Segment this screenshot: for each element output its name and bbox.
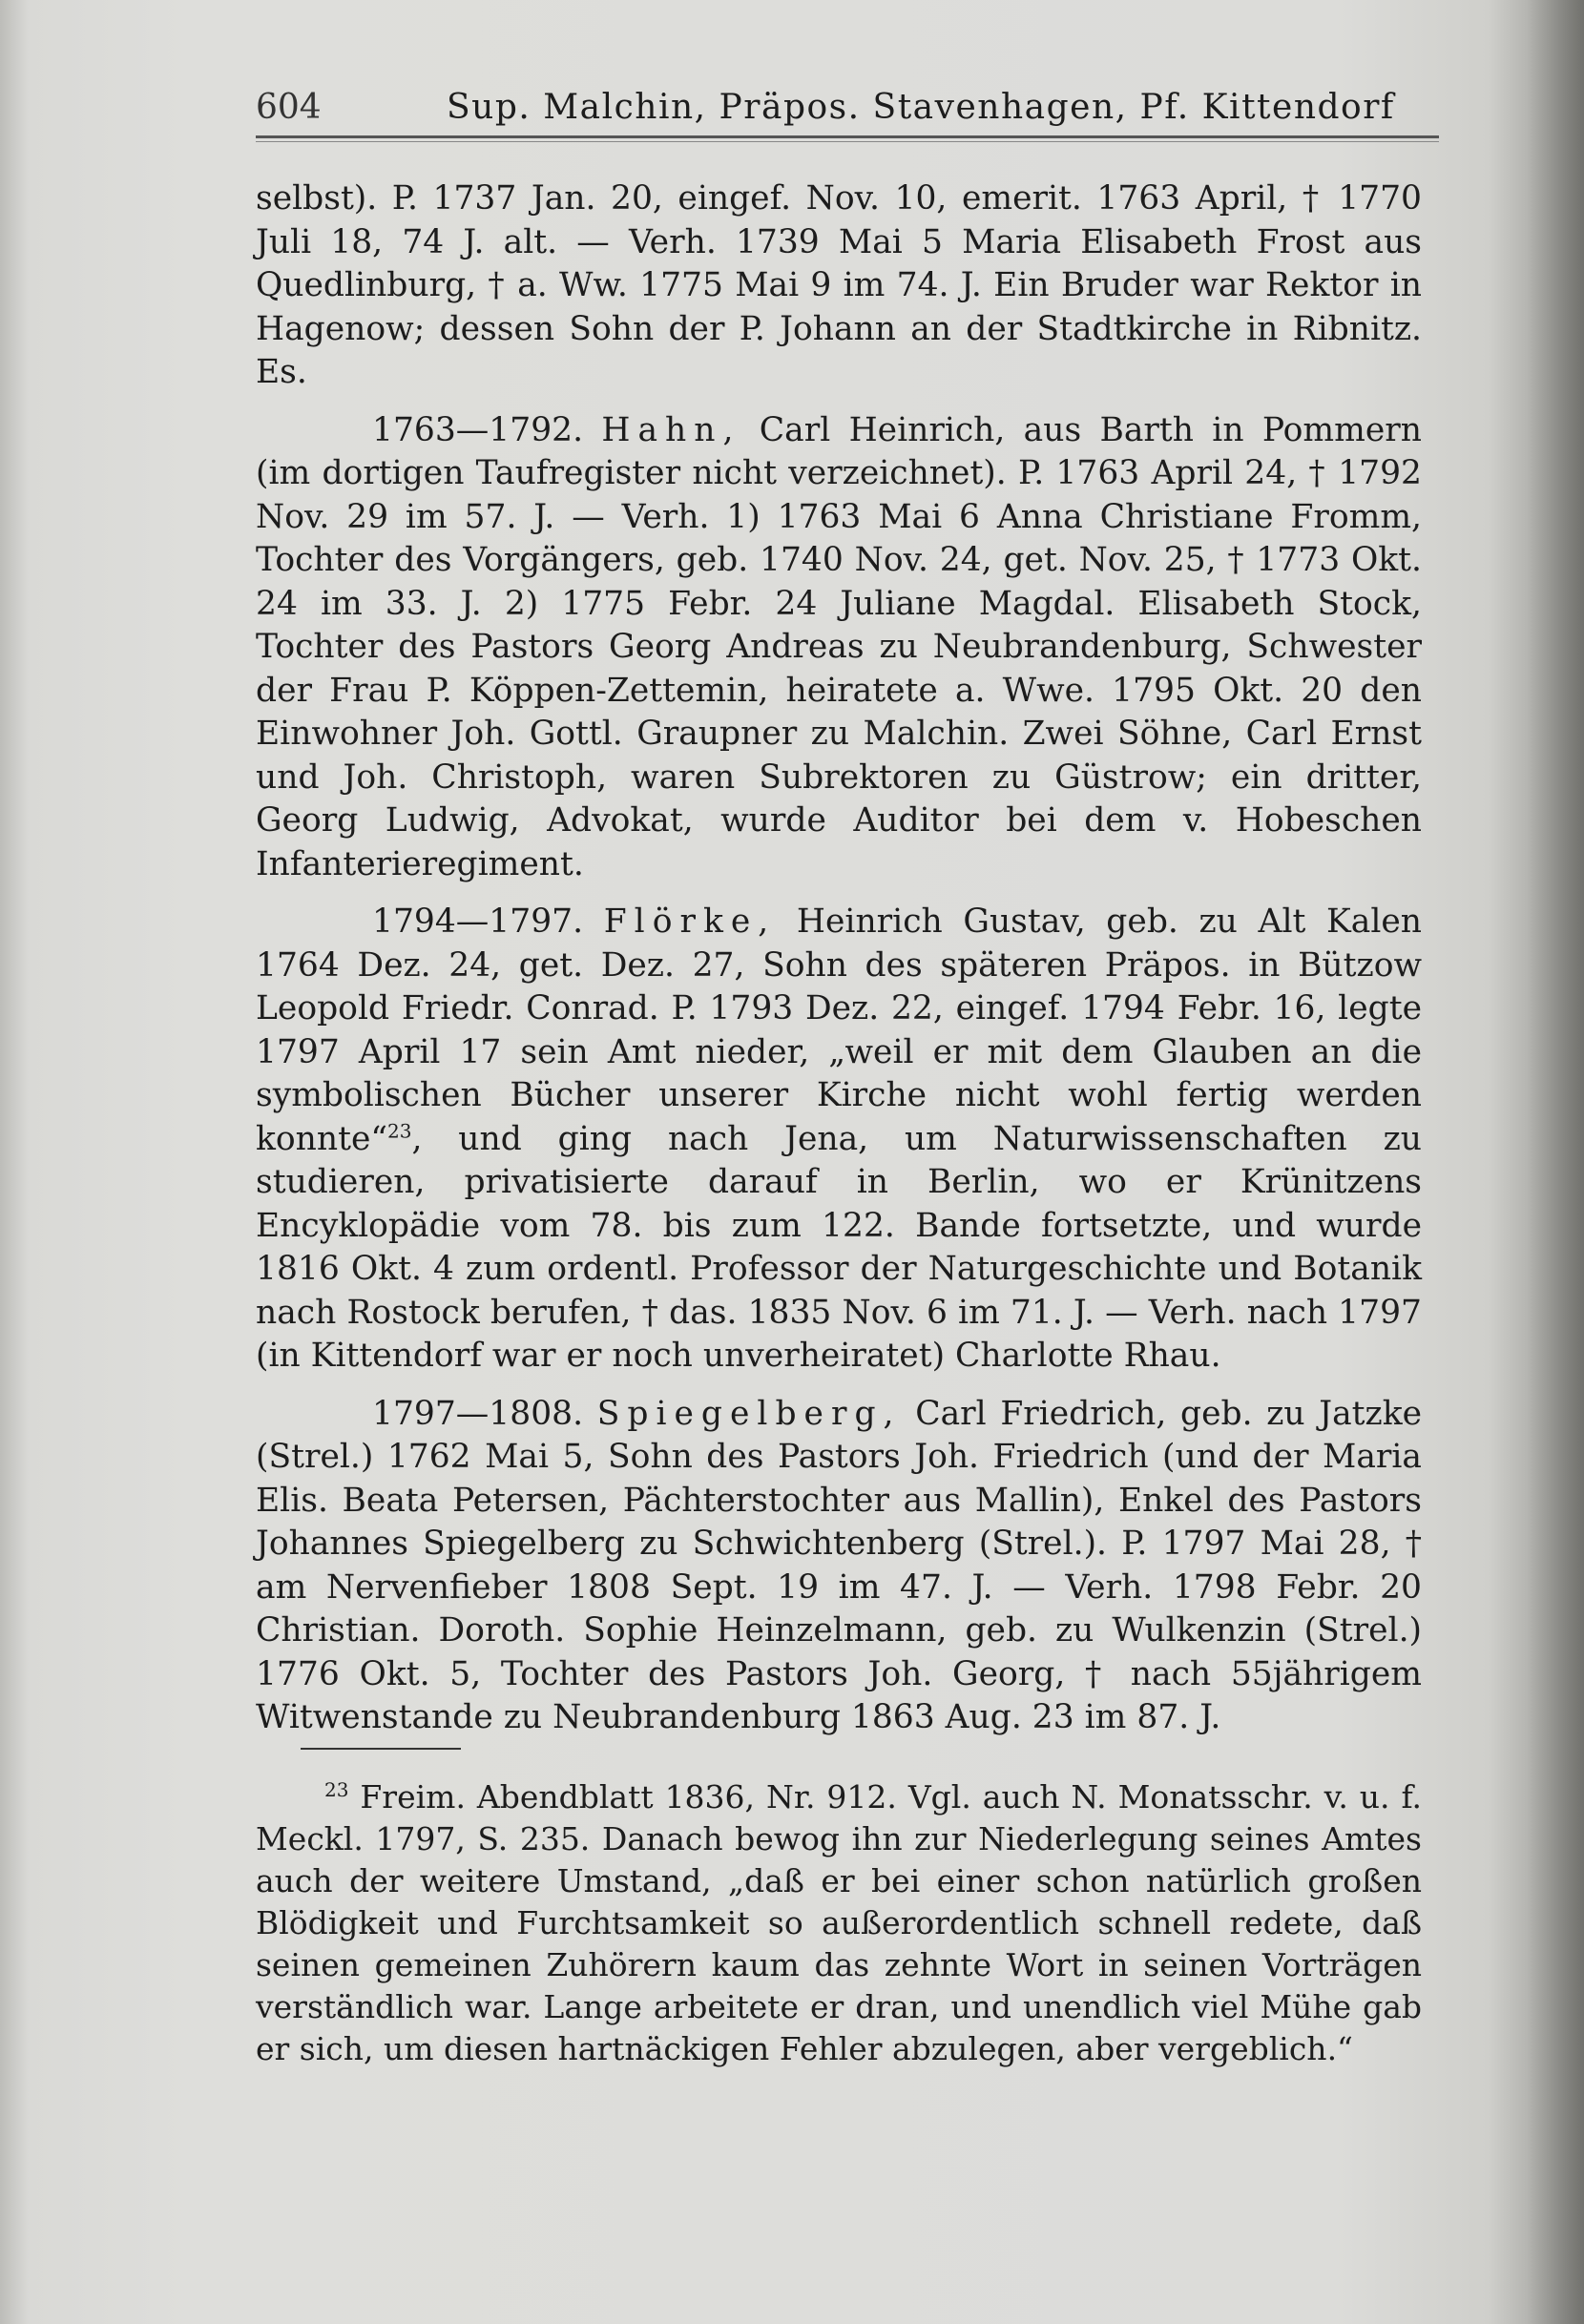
- entry-name: Spiegelberg,: [596, 1394, 902, 1433]
- running-head: Sup. Malchin, Präpos. Stavenhagen, Pf. Kittendorf: [447, 88, 1395, 127]
- entry-text-continued: , und ging nach Jena, um Naturwissenschaften zu studieren, privatisierte darauf in Berlin, wo er Krünitzens Encyklopädie vom 78. bis zum 122. Bande fortsetzte, und wurde 1816 Okt. 4 zum ordentl. Professor der Naturgeschichte und Botanik nach Rostock berufen, † das. 1835 Nov. 6 im 71. J. — Verh. nach 1797 (in Kittendorf war er noch unverheiratet) Charlotte Rhau.: [256, 1119, 1422, 1375]
- page-header: [256, 88, 1395, 130]
- entry-spiegelberg: [256, 1393, 1422, 1740]
- main-text: [256, 177, 1422, 1740]
- page-number: 604: [256, 88, 322, 127]
- footnote-reference[interactable]: 23: [387, 1119, 412, 1142]
- footnote-separator: [301, 1748, 461, 1750]
- entry-hahn: [256, 409, 1422, 887]
- footnote-number: 23: [324, 1778, 349, 1801]
- footnote-paragraph: [256, 1776, 1422, 2070]
- entry-floerke: [256, 901, 1422, 1379]
- header-rule: [256, 135, 1439, 138]
- entry-name: Hahn,: [601, 410, 741, 449]
- entry-years: 1797—1808.: [372, 1394, 584, 1433]
- entry-text: Heinrich Gustav, geb. zu Alt Kalen 1764 Dez. 24, get. Dez. 27, Sohn des späteren Präpos. in Bützow Leopold Friedr. Conrad. P. 1793 Dez. 22, eingef. 1794 Febr. 16, legte 1797 April 17 sein Amt nieder, „weil er mit dem Glauben an die symbolischen Bücher unserer Kirche nicht wohl fertig werden konnte“: [256, 903, 1423, 1158]
- entry-text: Carl Friedrich, geb. zu Jatzke (Strel.) 1762 Mai 5, Sohn des Pastors Joh. Friedrich (und der Maria Elis. Beata Petersen, Pächterstochter aus Mallin), Enkel des Pastors Johannes Spiegelberg zu Schwichtenberg (Strel.). P. 1797 Mai 28, † am Nervenfieber 1808 Sept. 19 im 47. J. — Verh. 1798 Febr. 20 Christian. Doroth. Sophie Heinzelmann, geb. zu Wulkenzin (Strel.) 1776 Okt. 5, Tochter des Pastors Joh. Georg, † nach 55jährigem Witwenstande zu Neubrandenburg 1863 Aug. 23 im 87. J.: [256, 1394, 1423, 1736]
- entry-text: Carl Heinrich, aus Barth in Pommern (im dortigen Taufregister nicht verzeichnet). P. 1763 April 24, † 1792 Nov. 29 im 57. J. — Verh. 1) 1763 Mai 6 Anna Christiane Fromm, Tochter des Vorgängers, geb. 1740 Nov. 24, get. Nov. 25, † 1773 Okt. 24 im 33. J. 2) 1775 Febr. 24 Juliane Magdal. Elisabeth Stock, Tochter des Pastors Georg Andreas zu Neubrandenburg, Schwester der Frau P. Köppen-Zettemin, heiratete a. Wwe. 1795 Okt. 20 den Einwohner Joh. Gottl. Graupner zu Malchin. Zwei Söhne, Carl Ernst und Joh. Christoph, waren Subrektoren zu Güstrow; ein dritter, Georg Ludwig, Advokat, wurde Auditor bei dem v. Hobeschen Infanterieregiment.: [256, 410, 1422, 883]
- paragraph-continuation: selbst). P. 1737 Jan. 20, eingef. Nov. 10, emerit. 1763 April, † 1770 Juli 18, 74 J. alt. — Verh. 1739 Mai 5 Maria Elisabeth Frost aus Quedlinburg, † a. Ww. 1775 Mai 9 im 74. J. Ein Bruder war Rektor in Hagenow; dessen Sohn der P. Johann an der Stadtkirche in Ribnitz. Es.: [256, 179, 1422, 391]
- footnote-text: Freim. Abendblatt 1836, Nr. 912. Vgl. auch N. Monatsschr. v. u. f. Meckl. 1797, S. 235. Danach bewog ihn zur Niederlegung seines Amtes auch der weitere Umstand, „daß er bei einer schon natürlich großen Blödigkeit und Furchtsamkeit so außerordentlich schnell redete, daß seinen gemeinen Zuhörern kaum das zehnte Wort in seinen Vorträgen verständlich war. Lange arbeitete er dran, und unendlich viel Mühe gab er sich, um diesen hartnäckigen Fehler abzulegen, aber vergeblich.“: [256, 1778, 1422, 2067]
- page-edge-shadow: [1527, 0, 1584, 2324]
- footnote: [256, 1776, 1422, 2070]
- entry-years: 1763—1792.: [372, 410, 584, 449]
- entry-name: Flörke,: [603, 903, 777, 941]
- header-rule-thin: [256, 141, 1439, 142]
- entry-years: 1794—1797.: [372, 903, 584, 941]
